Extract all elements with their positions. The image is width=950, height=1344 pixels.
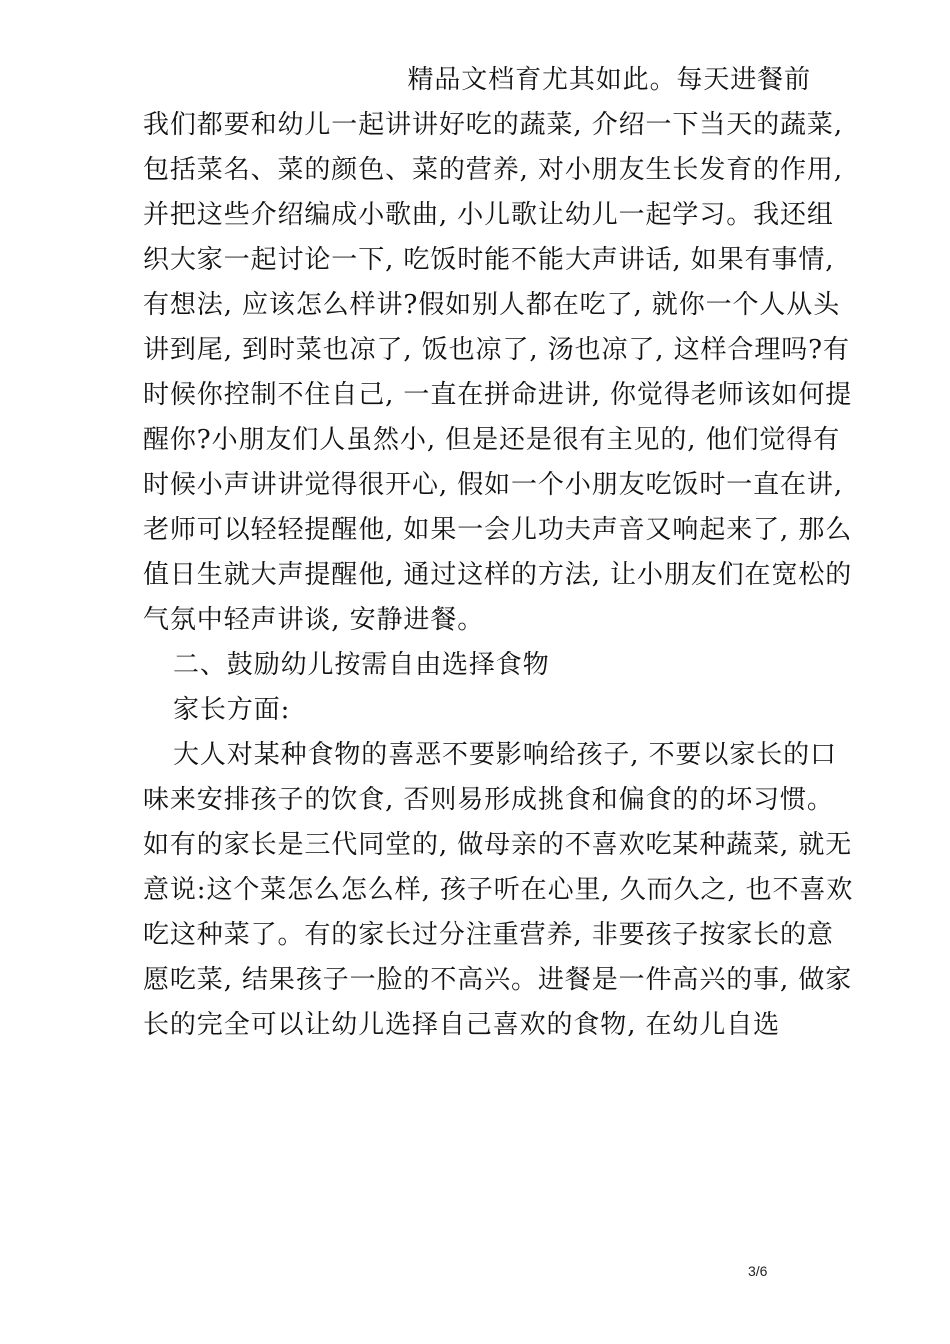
body-text: [143, 58, 854, 1048]
text-line: 并把这些介绍编成小歌曲, 小儿歌让幼儿一起学习。我还组: [143, 200, 834, 230]
text-line: 愿吃菜, 结果孩子一脸的不高兴。进餐是一件高兴的事, 做家: [143, 965, 853, 995]
text-line: 如有的家长是三代同堂的, 做母亲的不喜欢吃某种蔬菜, 就无: [143, 830, 853, 860]
text-line: 值日生就大声提醒他, 通过这样的方法, 让小朋友们在宽松的: [143, 560, 853, 590]
text-line: 包括菜名、菜的颜色、菜的营养, 对小朋友生长发育的作用,: [143, 155, 843, 185]
text-line: 我们都要和幼儿一起讲讲好吃的蔬菜, 介绍一下当天的蔬菜,: [143, 110, 843, 140]
subsection-heading: 家长方面:: [173, 695, 291, 725]
text-line: 意说:这个菜怎么怎么样, 孩子听在心里, 久而久之, 也不喜欢: [143, 875, 854, 905]
text-line: 精品文档育尤其如此。每天进餐前: [407, 65, 811, 95]
text-line: 大人对某种食物的喜恶不要影响给孩子, 不要以家长的口: [173, 740, 837, 770]
text-line: 有想法, 应该怎么样讲?假如别人都在吃了, 就你一个人从头: [143, 290, 841, 320]
text-line: 织大家一起讨论一下, 吃饭时能不能大声讲话, 如果有事情,: [143, 245, 835, 275]
section-heading: 二、鼓励幼儿按需自由选择食物: [173, 650, 550, 680]
text-line: 时候你控制不住自己, 一直在拼命进讲, 你觉得老师该如何提: [143, 380, 853, 410]
text-line: 味来安排孩子的饮食, 否则易形成挑食和偏食的的坏习惯。: [143, 785, 834, 815]
text-line: 长的完全可以让幼儿选择自己喜欢的食物, 在幼儿自选: [143, 1010, 781, 1040]
page-number: 3/6: [748, 1263, 768, 1279]
text-line: 吃这种菜了。有的家长过分注重营养, 非要孩子按家长的意: [143, 920, 834, 950]
text-line: 时候小声讲讲觉得很开心, 假如一个小朋友吃饭时一直在讲,: [143, 470, 843, 500]
text-line: 气氛中轻声讲谈, 安静进餐。: [143, 605, 485, 635]
text-line: 老师可以轻轻提醒他, 如果一会儿功夫声音又响起来了, 那么: [143, 515, 853, 545]
text-line: 醒你?小朋友们人虽然小, 但是还是很有主见的, 他们觉得有: [143, 425, 841, 455]
text-line: 讲到尾, 到时菜也凉了, 饭也凉了, 汤也凉了, 这样合理吗?有: [143, 335, 850, 365]
